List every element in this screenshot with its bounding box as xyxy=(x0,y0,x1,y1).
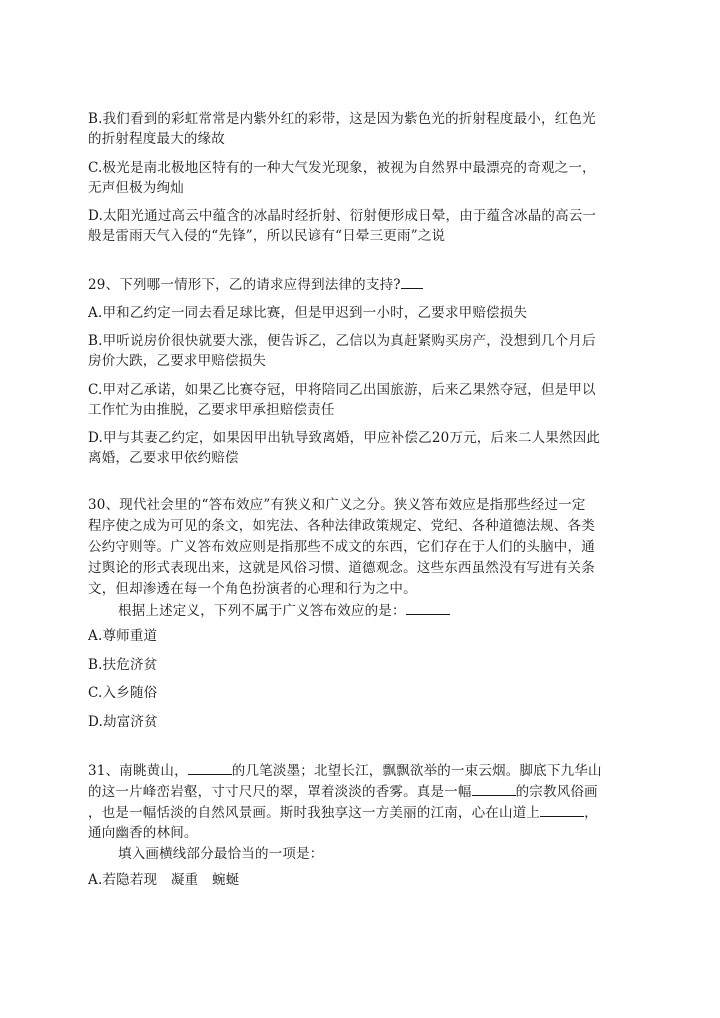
q29-option-b-line2: 房价大跌，乙要求甲赔偿损失 xyxy=(88,353,267,369)
q30-option-d: D.劫富济贫 xyxy=(88,714,158,730)
q31-question: 填入画横线部分最恰当的一项是： xyxy=(118,846,324,862)
q28-option-b-line2: 的折射程度最大的缘故 xyxy=(88,131,225,147)
q29-option-d-line1: D.甲与其妻乙约定，如果因甲出轨导致离婚，甲应补偿乙20万元，后来二人果然因此 xyxy=(88,430,601,446)
q30-stem-line3: 公约守则等。广义答布效应则是指那些不成文的东西，它们存在于人们的头脑中，通 xyxy=(88,539,595,555)
q31-stem-line4: 通向幽香的林间。 xyxy=(88,825,198,841)
q29-option-c-line2: 工作忙为由推脱，乙要求甲承担赔偿责任 xyxy=(88,402,335,418)
q30-question xyxy=(118,600,450,621)
q30-stem-line4: 过舆论的形式表现出来，这就是风俗习惯、道德观念。这些东西虽然没有写进有关条 xyxy=(88,560,595,576)
q30-answer-blank xyxy=(406,600,450,615)
q30-option-c: C.入乡随俗 xyxy=(88,685,158,701)
q31-stem-line2-end: 的宗教风俗画 xyxy=(515,784,598,800)
q31-stem-line2-start: 的这一片峰峦岩壑，寸寸尺尺的翠，罩着淡淡的香雾。真是一幅 xyxy=(88,784,472,800)
q31-blank-1 xyxy=(188,760,232,775)
q28-option-b-line1: B.我们看到的彩虹常常是内紫外红的彩带，这是因为紫色光的折射程度最小，红色光 xyxy=(88,111,596,127)
q30-option-a: A.尊师重道 xyxy=(88,628,158,644)
q31-blank-3 xyxy=(540,802,584,817)
q31-stem-line1 xyxy=(88,760,602,781)
q30-option-b: B.扶危济贫 xyxy=(88,657,158,673)
q31-blank-2 xyxy=(472,781,516,796)
q30-stem-line5: 文，但却渗透在每一个角色扮演者的心理和行为之中。 xyxy=(88,581,417,597)
q29-option-c-line1: C.甲对乙承诺，如果乙比赛夺冠，甲将陪同乙出国旅游，后来乙果然夺冠，但是甲以 xyxy=(88,382,596,398)
q29-stem-text: 29、下列哪一情形下，乙的请求应得到法律的支持? xyxy=(88,277,401,293)
q31-stem-line3 xyxy=(88,802,598,823)
q31-stem-line3-end: ， xyxy=(584,805,598,821)
q30-question-text: 根据上述定义，下列不属于广义答布效应的是： xyxy=(118,603,406,619)
q30-stem-line2: 程序使之成为可见的条文，如宪法、各种法律政策规定、党纪、各种道德法规、各类 xyxy=(88,518,595,534)
q28-option-d-line1: D.太阳光通过高云中蕴含的冰晶时经折射、衍射便形成日晕，由于蕴含冰晶的高云一 xyxy=(88,208,597,224)
q30-stem-line1: 30、现代社会里的“答布效应”有狭义和广义之分。狭义答布效应是指那些经过一定 xyxy=(88,497,586,513)
q29-option-d-line2: 离婚，乙要求甲依约赔偿 xyxy=(88,450,239,466)
q29-option-b-line1: B.甲听说房价很快就要大涨，便告诉乙，乙信以为真赶紧购买房产，没想到几个月后 xyxy=(88,333,596,349)
q31-option-a: A.若隐若现 凝重 蜿蜒 xyxy=(88,872,240,888)
q28-option-d-line2: 般是雷雨天气入侵的“先锋”，所以民谚有“日晕三更雨”之说 xyxy=(88,228,446,244)
q29-stem xyxy=(88,274,423,295)
q31-stem-line1-end: 的几笔淡墨；北望长江，飘飘欲举的一束云烟。脚底下九华山 xyxy=(231,763,602,779)
q31-stem-line2 xyxy=(88,781,598,802)
q29-option-a: A.甲和乙约定一同去看足球比赛，但是甲迟到一小时，乙要求甲赔偿损失 xyxy=(88,305,528,321)
q31-stem-line3-start: ，也是一幅恬淡的自然风景画。斯时我独享这一方美丽的江南，心在山道上 xyxy=(88,805,541,821)
q31-stem-line1-start: 31、南眺黄山， xyxy=(88,763,188,779)
q29-answer-blank xyxy=(401,274,423,289)
q28-option-c-line2: 无声但极为绚灿 xyxy=(88,180,184,196)
q28-option-c-line1: C.极光是南北极地区特有的一种大气发光现象，被视为自然界中最漂亮的奇观之一， xyxy=(88,160,596,176)
